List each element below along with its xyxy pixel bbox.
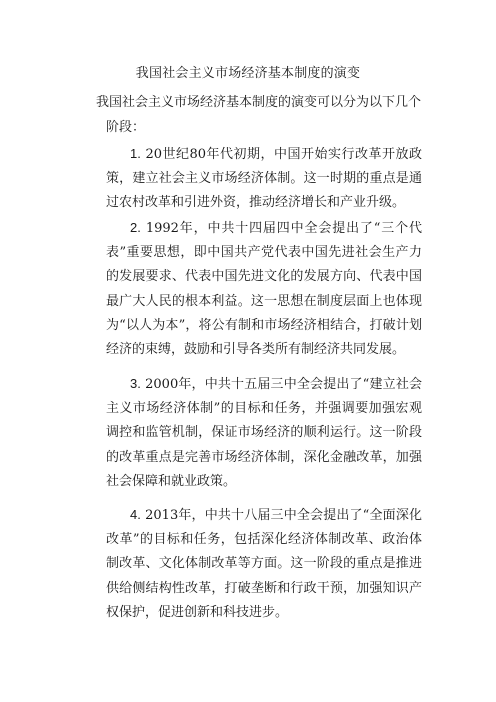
- stage-text: 2013年，中共十八届三中全会提出了“全面深化改革”的目标和任务，包括深化经济体制改革、政治体制改革、文化体制改革等方面。这一阶段的重点是推进供给侧结构性改革，打破垄断和行政干预，加强知识产权保护，促进创新和科技进步。: [106, 508, 422, 620]
- stage-paragraph-2: [106, 216, 422, 362]
- stage-number: 3.: [130, 376, 141, 391]
- intro-paragraph: [96, 90, 422, 140]
- stage-number: 4.: [130, 507, 141, 522]
- stage-text: 1992年，中共十四届四中全会提出了“三个代表”重要思想，即中国共产党代表中国先进社会生产力的发展要求、代表中国先进文化的发展方向、代表中国最广大人民的根本利益。这一思想在制度层面上也体现为“以人为本”，将公有制和市场经济相结合，打破计划经济的束缚，鼓励和引导各类所有制经济共同发展。: [106, 221, 422, 358]
- stage-paragraph-4: [106, 503, 422, 625]
- stage-paragraph-1: [106, 142, 422, 216]
- intro-text: 我国社会主义市场经济基本制度的演变可以分为以下几个阶段：: [96, 95, 422, 135]
- stage-number: 2.: [130, 220, 141, 235]
- stage-number: 1.: [130, 146, 141, 161]
- stage-text: 20世纪80年代初期，中国开始实行改革开放政策，建立社会主义市场经济体制。这一时期的重点是通过农村改革和引进外资，推动经济增长和产业升级。: [106, 147, 422, 211]
- stage-paragraph-3: [106, 372, 422, 494]
- document-title: 我国社会主义市场经济基本制度的演变: [135, 66, 361, 81]
- stage-text: 2000年，中共十五届三中全会提出了“建立社会主义市场经济体制”的目标和任务，并强调要加强宏观调控和监管机制，保证市场经济的顺利运行。这一阶段的改革重点是完善市场经济体制，深化金融改革，加强社会保障和就业政策。: [106, 377, 422, 489]
